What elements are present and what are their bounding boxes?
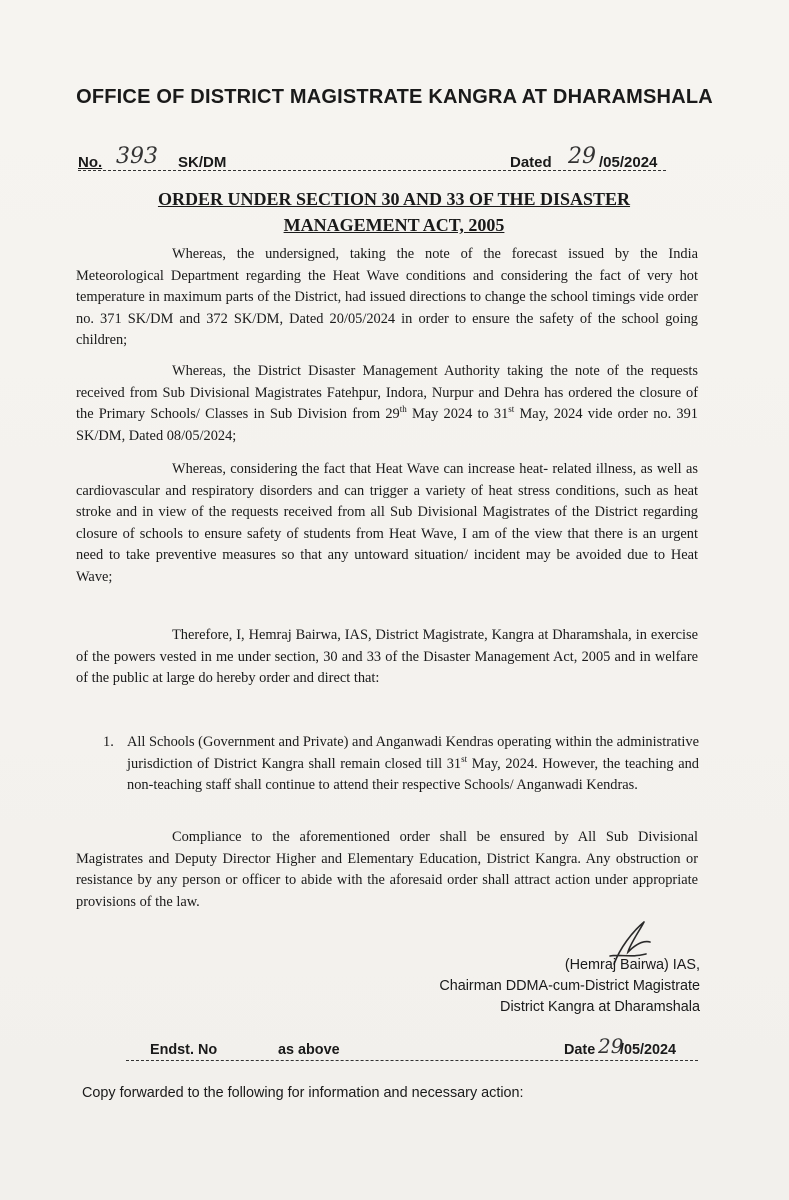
dated-month-year: /05/2024 (599, 154, 658, 171)
reference-suffix: SK/DM (178, 154, 227, 171)
list-item-part-b: May, 2024. However, the teaching and non-teaching staff shall continue to attend their respective Schools/ Anganwadi Kendras. (127, 755, 699, 793)
endst-value: as above (278, 1042, 340, 1058)
reference-dashed-line (78, 170, 666, 171)
signatory-place: District Kangra at Dharamshala (500, 999, 700, 1015)
paragraph-2-part-c: May, 2024 vide order no. 391 SK/DM, Dated 08/05/2024; (76, 406, 699, 444)
superscript-th: th (399, 404, 407, 415)
paragraph-5: Compliance to the aforementioned order shall be ensured by All Sub Divisional Magistrates and Deputy Director Higher and Elementary Education, District Kangra. Any obstruction or resistance by any person or officer to abide with the aforesaid order shall attract action under appropriate provisions of the law. (76, 829, 698, 910)
list-item-text (127, 732, 699, 797)
order-title (60, 186, 728, 238)
paragraph-2-part-a: Whereas, the District Disaster Management Authority taking the note of the requests received from Sub Divisional Magistrates Fatehpur, Indora, Nurpur and Dehra has ordered the closure of the Primary Schools/ Classes in Sub Division from 29 (76, 363, 698, 422)
signatory-name: (Hemraj Bairwa) IAS, (564, 957, 700, 973)
signature-block (380, 955, 700, 1018)
endst-label: Endst. No (150, 1042, 218, 1058)
office-heading: OFFICE OF DISTRICT MAGISTRATE KANGRA AT DHARAMSHALA (76, 86, 713, 108)
copy-forwarded-text: Copy forwarded to the following for information and necessary action: (82, 1085, 524, 1101)
order-title-line-1: ORDER UNDER SECTION 30 AND 33 OF THE DISASTER (157, 189, 631, 209)
endst-date-rest: /05/2024 (620, 1042, 677, 1058)
endst-date-label: Date (564, 1042, 596, 1058)
endst-date-day: 29 (598, 1034, 624, 1058)
order-list (103, 732, 699, 797)
endst-dashed-line (126, 1060, 698, 1061)
order-title-line-2: MANAGEMENT ACT, 2005 (283, 215, 505, 235)
paragraph-2 (76, 361, 698, 447)
dated-day: 29 (568, 144, 596, 169)
endorsement-line (150, 1034, 698, 1062)
superscript-st: st (508, 404, 515, 415)
reference-number: 393 (116, 144, 158, 169)
signatory-role: Chairman DDMA-cum-District Magistrate (439, 978, 700, 994)
reference-line (78, 144, 666, 174)
paragraph-2-part-b: May 2024 to 31 (406, 406, 509, 422)
reference-no-label: No. (78, 154, 103, 171)
superscript-st-2: st (461, 753, 468, 764)
dated-label: Dated (510, 154, 552, 171)
paragraph-3: Whereas, considering the fact that Heat Wave can increase heat- related illness, as well as cardiovascular and respiratory disorders and can trigger a variety of heat stress conditions, such as heat stroke and in view of the requests received from all Sub Divisional Magistrates of the District regarding closure of schools to ensure safety of students from Heat Wave, I am of the view that there is an urgent need to take preventive measures so that any untoward situation/ incident may be avoided due to Heat Wave; (76, 461, 698, 585)
paragraph-4: Therefore, I, Hemraj Bairwa, IAS, District Magistrate, Kangra at Dharamshala, in exercise of the powers vested in me under section, 30 and 33 of the Disaster Management Act, 2005 and in welfare of the public at large do hereby order and direct that: (76, 627, 698, 686)
list-item-number: 1. (103, 734, 114, 750)
list-item-part-a: All Schools (Government and Private) and Anganwadi Kendras operating within the administrative jurisdiction of District Kangra shall remain closed till 31 (127, 734, 699, 772)
paragraph-1: Whereas, the undersigned, taking the note of the forecast issued by the India Meteorological Department regarding the Heat Wave conditions and considering the fact of very hot temperature in maximum parts of the District, had issued directions to change the school timings vide order no. 371 SK/DM and 372 SK/DM, Dated 20/05/2024 in order to ensure the safety of the school going children; (76, 246, 698, 348)
